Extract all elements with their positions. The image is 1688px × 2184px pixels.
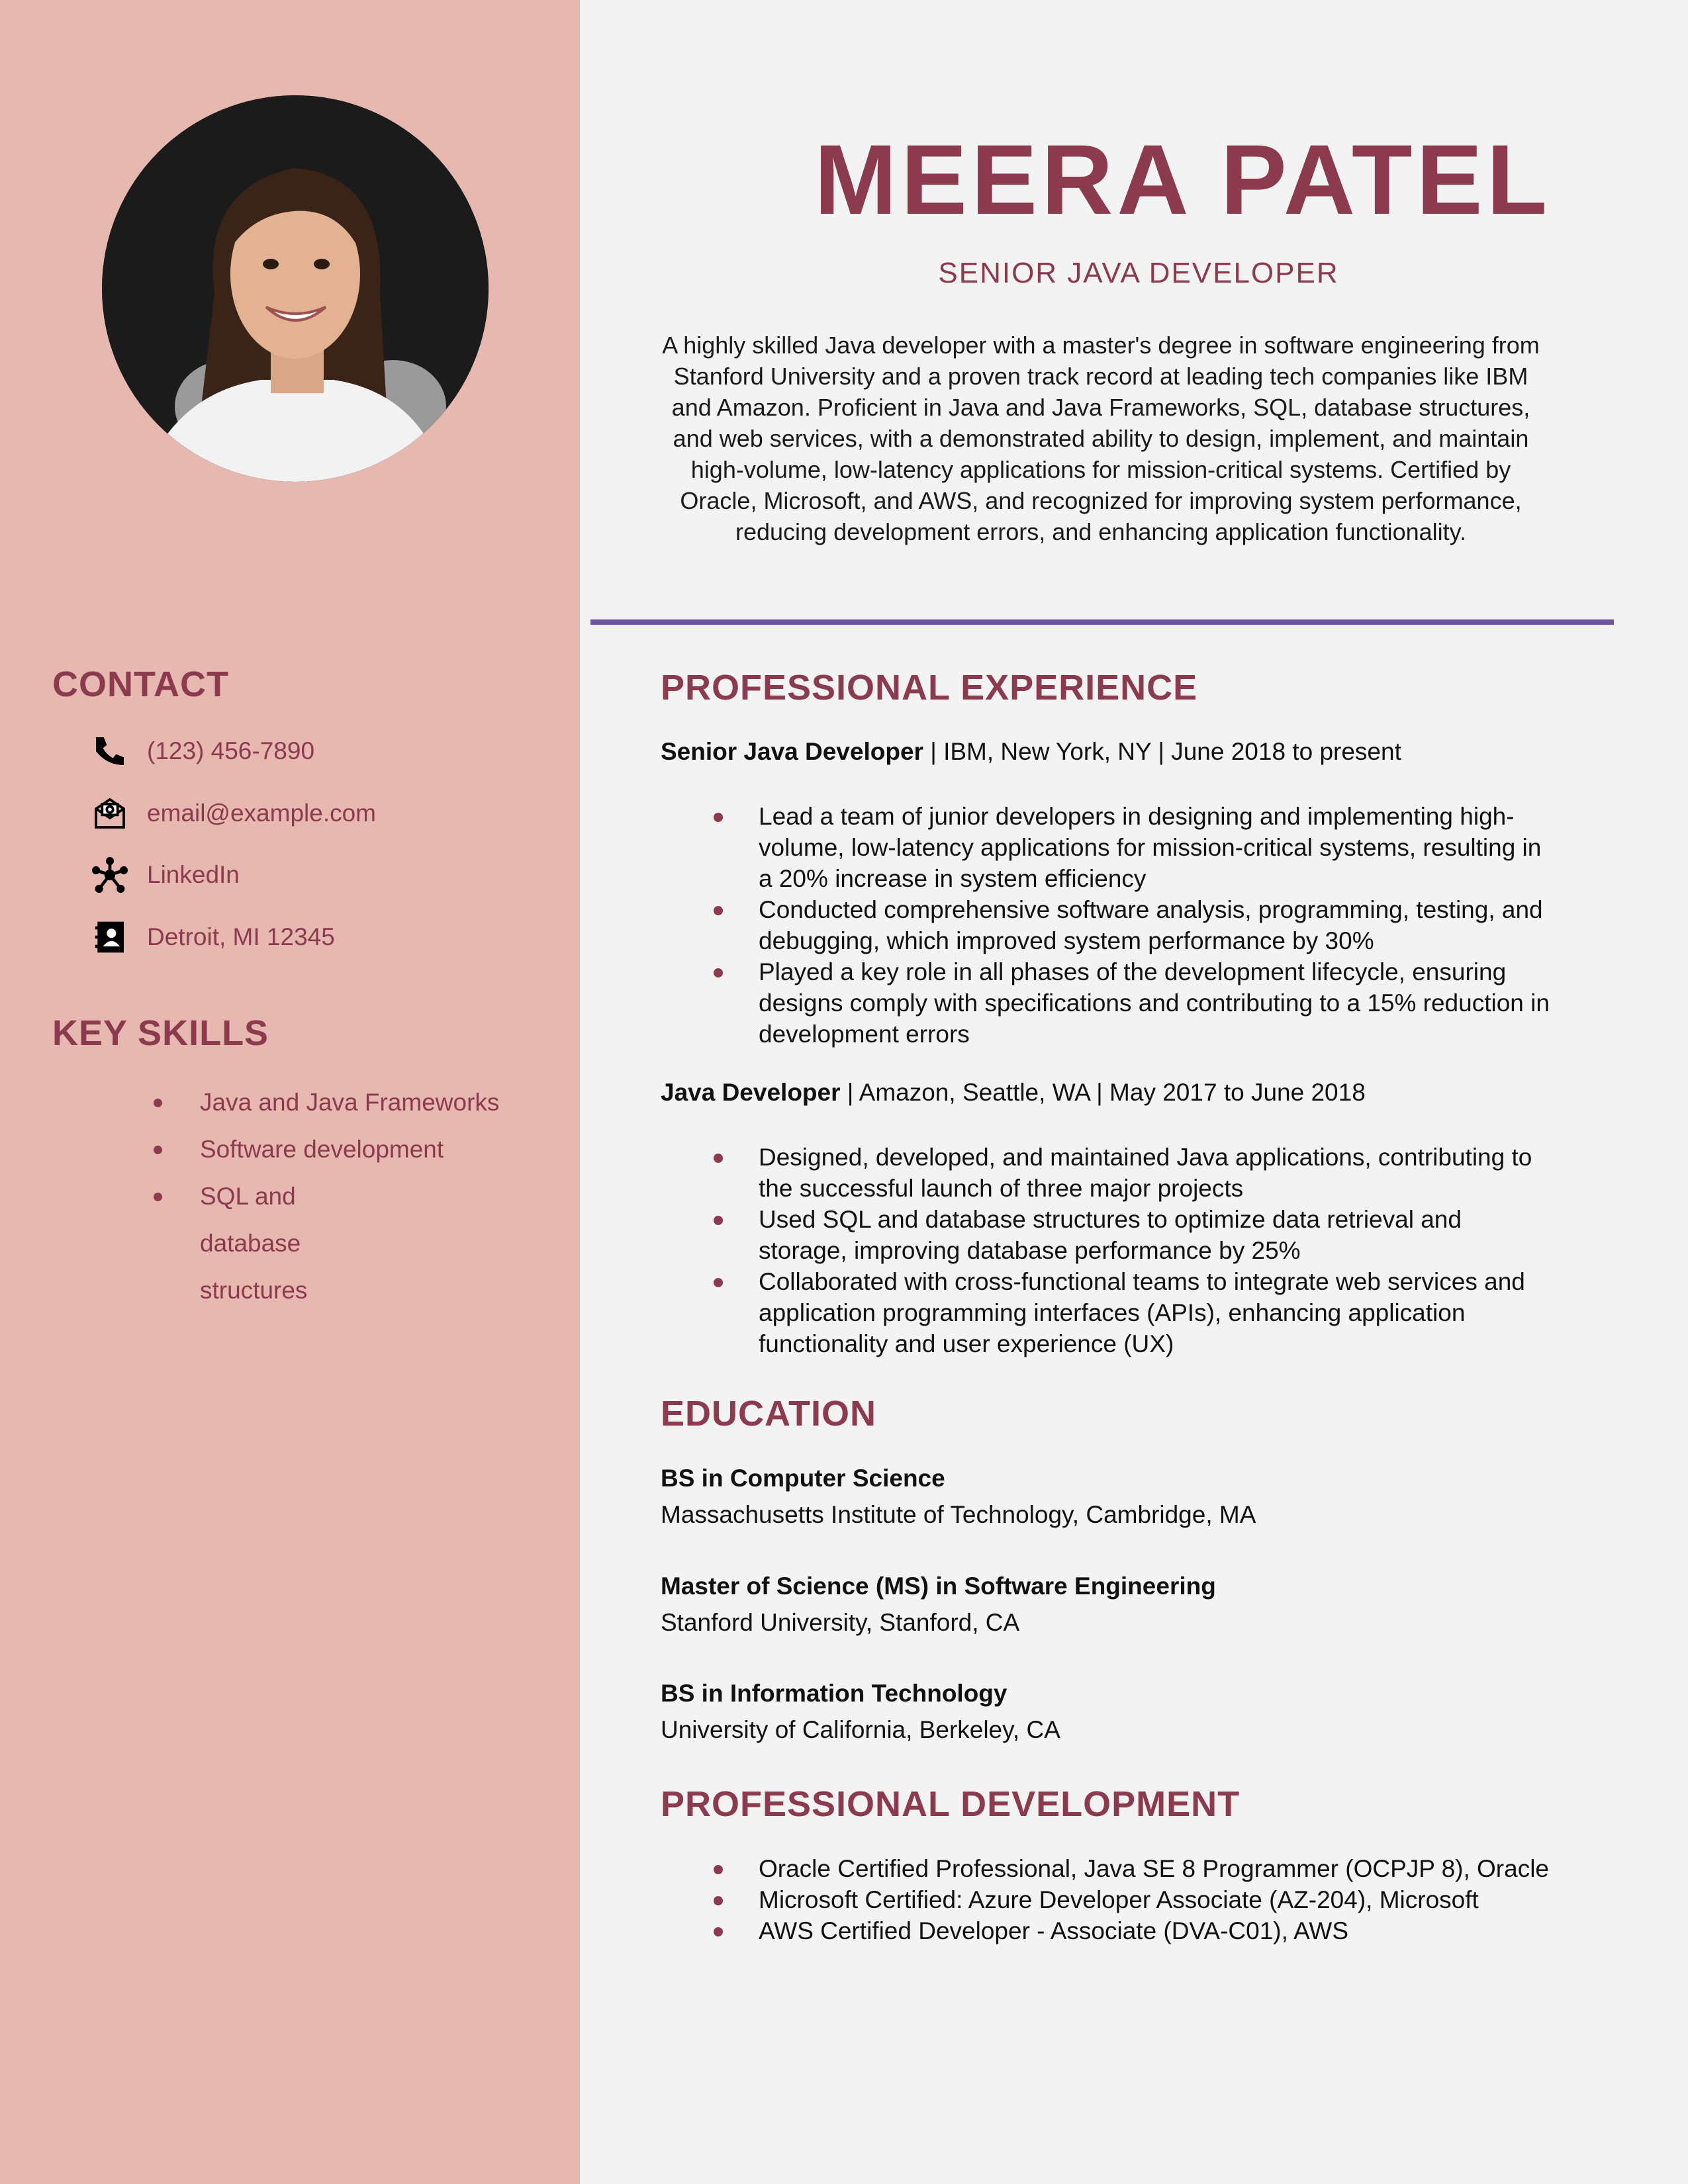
contact-phone[interactable] (89, 730, 314, 772)
skills-heading: KEY SKILLS (52, 1013, 269, 1053)
job-1-role: Senior Java Developer (661, 738, 923, 765)
summary-text: A highly skilled Java developer with a master's degree in software engineering from Stanford University and a proven track record at leading tech companies like IBM and Amazon. Proficient in Java and Java Frameworks, SQL, database structures, and web services, with a demonstrated ability to design, implement, and maintain high-volume, low-latency applications for mission-critical systems. Certified by Oracle, Microsoft, and AWS, and recognized for improving system performance, reducing development errors, and enhancing application functionality. (662, 332, 1540, 545)
job-1-details: | IBM, New York, NY | June 2018 to present (923, 738, 1401, 765)
network-icon (89, 854, 131, 896)
contact-location (89, 916, 335, 958)
phone-number: (123) 456-7890 (147, 737, 315, 764)
job-bullet: Designed, developed, and maintained Java applications, contributing to the successful launch of three major projects (708, 1142, 1556, 1204)
linkedin-link: LinkedIn (147, 861, 240, 888)
certification-item: AWS Certified Developer - Associate (DVA-C01), AWS (708, 1915, 1556, 1946)
edu-degree: Master of Science (MS) in Software Engineering (661, 1572, 1216, 1600)
job-bullet: Collaborated with cross-functional teams to integrate web services and application programming interfaces (APIs), enhancing application functionality and user experience (UX) (708, 1266, 1556, 1359)
development-list (708, 1853, 1556, 1946)
job-bullet: Lead a team of junior developers in designing and implementing high-volume, low-latency applications for mission-critical systems, resulting in a 20% increase in system efficiency (708, 801, 1556, 894)
edu-school: Massachusetts Institute of Technology, Cambridge, MA (661, 1501, 1256, 1528)
contact-linkedin[interactable] (89, 854, 240, 896)
job-bullet: Conducted comprehensive software analysis, programming, testing, and debugging, which improved system performance by 30% (708, 894, 1556, 956)
job-bullet: Used SQL and database structures to optimize data retrieval and storage, improving database performance by 25% (708, 1204, 1556, 1266)
edu-school: Stanford University, Stanford, CA (661, 1609, 1020, 1636)
certification-item: Oracle Certified Professional, Java SE 8 Programmer (OCPJP 8), Oracle (708, 1853, 1556, 1884)
job-bullet: Played a key role in all phases of the development lifecycle, ensuring designs comply with specifications and contributing to a 15% reduction in development errors (708, 956, 1556, 1050)
job-2-header (661, 1079, 1366, 1107)
skill-item: SQL and database structures (150, 1173, 395, 1314)
skills-list (150, 1079, 520, 1314)
contact-heading: CONTACT (52, 664, 229, 704)
contact-book-icon (89, 916, 131, 958)
phone-icon (89, 730, 131, 772)
email-address: email@example.com (147, 799, 377, 827)
skill-item: Java and Java Frameworks (150, 1079, 520, 1126)
experience-heading: PROFESSIONAL EXPERIENCE (661, 668, 1198, 707)
job-1-bullets (708, 801, 1556, 1050)
education-heading: EDUCATION (661, 1394, 876, 1433)
skill-item: Software development (150, 1126, 520, 1173)
edu-degree: BS in Information Technology (661, 1680, 1008, 1707)
sidebar (0, 0, 580, 2184)
job-2-role: Java Developer (661, 1079, 841, 1106)
job-2-details: | Amazon, Seattle, WA | May 2017 to June 2018 (840, 1079, 1366, 1106)
job-title: SENIOR JAVA DEVELOPER (938, 257, 1339, 289)
profile-photo (102, 95, 489, 482)
edu-degree: BS in Computer Science (661, 1465, 945, 1492)
edu-school: University of California, Berkeley, CA (661, 1716, 1060, 1743)
profile-photo-illustration (102, 95, 489, 482)
header-divider (590, 619, 1614, 625)
job-1-header (661, 738, 1401, 766)
job-2-bullets (708, 1142, 1556, 1359)
email-icon (89, 792, 131, 835)
contact-email[interactable] (89, 792, 376, 835)
location: Detroit, MI 12345 (147, 923, 335, 950)
development-heading: PROFESSIONAL DEVELOPMENT (661, 1784, 1241, 1824)
certification-item: Microsoft Certified: Azure Developer Associate (AZ-204), Microsoft (708, 1884, 1556, 1915)
candidate-name: MEERA PATEL (814, 124, 1552, 235)
